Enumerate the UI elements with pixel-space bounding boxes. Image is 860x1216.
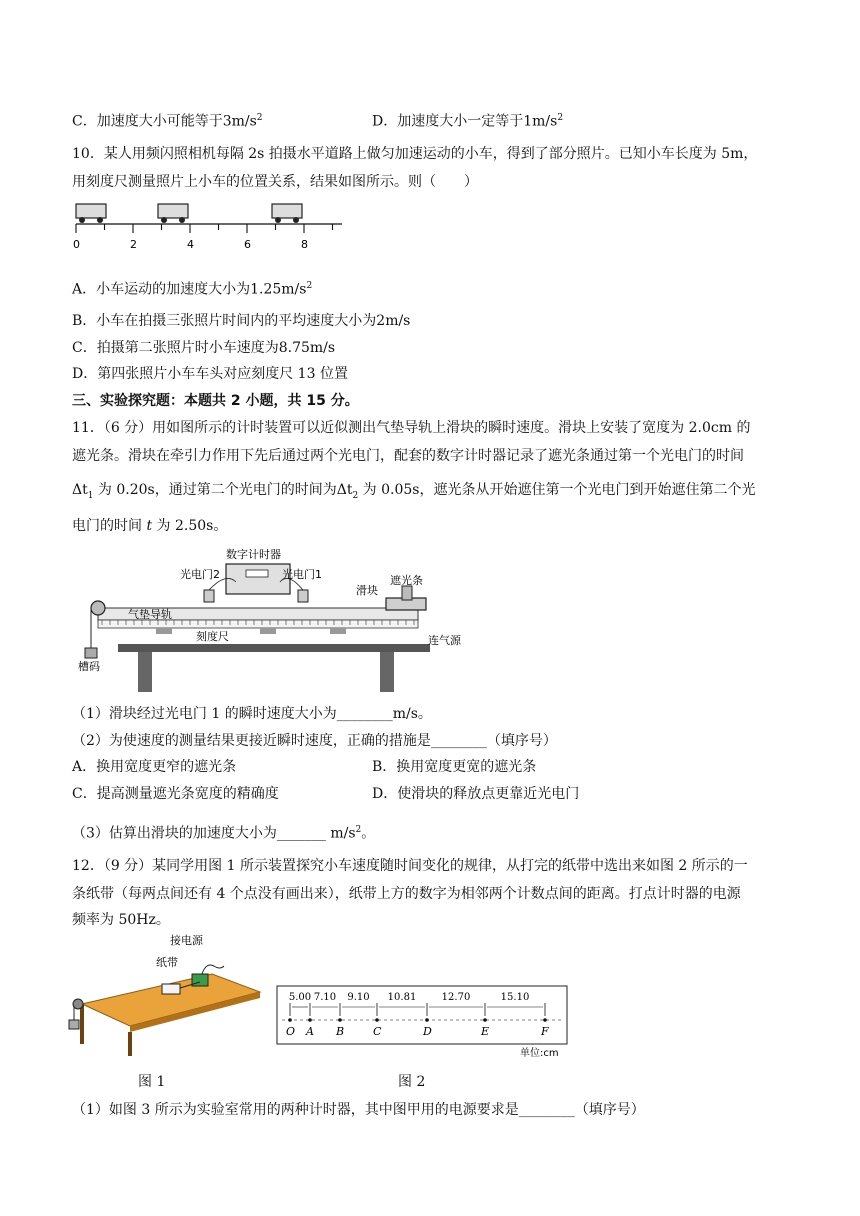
label-photogate-1: 光电门1 xyxy=(282,568,322,581)
q11-part2: （2）为使速度的测量结果更接近瞬时速度，正确的措施是________（填序号） xyxy=(72,733,557,749)
q12-stem-line1: 12．（9 分）某同学用图 1 所示装置探究小车速度随时间变化的规律，从打完的纸带中选出来如图 2 所示的一 xyxy=(72,858,748,874)
q12-figure-2-caption: 图 2 xyxy=(398,1074,426,1090)
q11-stem-line2: 遮光条。滑块在牵引力作用下先后通过两个光电门，配套的数字计时器记录了遮光条通过第一个光电门的时间 xyxy=(72,448,744,464)
q11-part3-text: （3）估算出滑块的加速度大小为_______ m/s xyxy=(72,825,356,842)
tape-point-label: O xyxy=(286,1025,296,1038)
rail-support-3 xyxy=(330,628,346,634)
ruler-label-8: 8 xyxy=(301,238,308,251)
q11-part1: （1）滑块经过光电门 1 的瞬时速度大小为________m/s。 xyxy=(72,706,432,722)
table-top xyxy=(118,644,430,652)
q10-option-a-sup: 2 xyxy=(306,281,313,291)
label-slider: 滑块 xyxy=(356,584,378,597)
ruler-label-0: 0 xyxy=(73,238,80,251)
label-air-source: 连气源 xyxy=(428,634,461,647)
tape-point xyxy=(375,1018,379,1022)
q10-stem-line1: 10．某人用频闪照相机每隔 2s 拍摄水平道路上做匀加速运动的小车，得到了部分照片。已知小车长度为 5m， xyxy=(72,146,758,162)
shade-strip xyxy=(402,586,412,600)
car-image-3 xyxy=(272,204,302,223)
tape-distance-label: 5.00 xyxy=(288,992,312,1003)
q11-dt1-symbol: Δt xyxy=(72,482,88,498)
pulley xyxy=(91,601,105,615)
q9-option-d-text: D．加速度大小一定等于1m/s xyxy=(372,113,558,130)
ruler-label-2: 2 xyxy=(130,238,137,251)
tape-point xyxy=(543,1018,547,1022)
q11-air-track-figure xyxy=(76,542,476,694)
q12-figure-2-tape xyxy=(276,985,576,1061)
q11-option-a: A．换用宽度更窄的遮光条 xyxy=(72,759,237,775)
q12-figure-1-apparatus xyxy=(66,934,266,1058)
q12-figure-1-caption: 图 1 xyxy=(138,1074,166,1090)
tape-point xyxy=(425,1018,429,1022)
tape-distance-label: 12.70 xyxy=(441,992,471,1003)
tape-point-label: D xyxy=(423,1025,432,1038)
q11-stem3-text2: 为 0.05s，遮光条从开始遮住第一个光电门到开始遮住第二个光 xyxy=(358,482,756,498)
tape-point-label: E xyxy=(481,1025,490,1038)
label-tape: 纸带 xyxy=(156,956,178,969)
q11-option-c: C．提高测量遮光条宽度的精确度 xyxy=(72,786,279,802)
hanging-weight xyxy=(85,648,97,658)
q11-part3-sup: 2 xyxy=(355,825,362,835)
q11-stem4-text1: 电门的时间 xyxy=(72,518,147,534)
q12-stem-line2: 条纸带（每两点间还有 4 个点没有画出来），纸带上方的数字为相邻两个计数点间的距离。打点计时器的电源 xyxy=(72,886,741,902)
digital-timer xyxy=(226,564,290,594)
tape-point-label: B xyxy=(336,1025,345,1038)
tape-distance-label: 15.10 xyxy=(500,992,530,1003)
timer-display xyxy=(246,570,268,577)
photogate-2 xyxy=(204,590,214,602)
q11-part3-end: 。 xyxy=(361,825,376,842)
q11-stem4-text2: 为 2.50s。 xyxy=(152,518,228,534)
q11-stem-line4 xyxy=(72,516,227,536)
rail-support-2 xyxy=(260,628,276,634)
tape-point xyxy=(338,1018,342,1022)
cart xyxy=(162,984,180,994)
q11-stem3-text1: 为 0.20s，通过第二个光电门的时间为 xyxy=(93,482,337,498)
q12-part1: （1）如图 3 所示为实验室常用的两种计时器，其中图甲用的电源要求是________（填序号） xyxy=(72,1102,645,1118)
rail-support-1 xyxy=(156,628,172,634)
label-power: 接电源 xyxy=(170,934,203,947)
ruler-ticks xyxy=(76,224,333,233)
tape-distance-label: 7.10 xyxy=(313,992,337,1003)
section-3-heading: 三、实验探究题：本题共 2 小题，共 15 分。 xyxy=(72,393,359,409)
label-shade-strip: 遮光条 xyxy=(390,574,423,587)
ruler-label-6: 6 xyxy=(244,238,251,251)
q10-ruler-figure xyxy=(70,200,360,260)
q10-option-b: B．小车在拍摄三张照片时间内的平均速度大小为2m/s xyxy=(72,313,411,329)
label-digital-timer: 数字计时器 xyxy=(226,548,281,561)
tape-unit-label: 单位:cm xyxy=(520,1048,559,1059)
q11-option-b: B．换用宽度更宽的遮光条 xyxy=(372,759,537,775)
q11-stem-line3 xyxy=(72,480,756,506)
car-image-1 xyxy=(76,204,106,223)
q11-option-d: D．使滑块的释放点更靠近光电门 xyxy=(372,786,580,802)
label-air-rail: 气垫导轨 xyxy=(128,608,172,621)
q12-stem-line3: 频率为 50Hz。 xyxy=(72,912,170,928)
tape-distance-label: 9.10 xyxy=(347,992,370,1003)
ruler-label-4: 4 xyxy=(187,238,194,251)
q9-option-d-sup: 2 xyxy=(557,113,564,123)
power-cord xyxy=(202,965,224,974)
tape-point-label: F xyxy=(541,1025,549,1038)
q11-dt2-sub: 2 xyxy=(352,490,359,501)
tape-point-label: C xyxy=(373,1025,382,1038)
q10-option-a xyxy=(72,276,312,300)
q9-option-d xyxy=(372,108,563,132)
table-leg-right xyxy=(380,652,394,692)
photogate-1 xyxy=(298,590,308,602)
car-image-2 xyxy=(158,204,188,223)
q11-part3 xyxy=(72,820,375,844)
label-weight: 槽码 xyxy=(78,660,100,673)
label-scale: 刻度尺 xyxy=(196,630,229,643)
q10-option-d: D．第四张照片小车车头对应刻度尺 13 位置 xyxy=(72,366,348,382)
scale-strip xyxy=(98,620,418,628)
q10-option-c: C．拍摄第二张照片时小车速度为8.75m/s xyxy=(72,340,336,356)
label-photogate-2: 光电门2 xyxy=(180,568,220,581)
q11-dt1-sub: 1 xyxy=(87,490,94,501)
tape-point-label: A xyxy=(306,1025,314,1038)
q10-option-a-text: A．小车运动的加速度大小为1.25m/s xyxy=(72,281,307,298)
table-leg-left xyxy=(138,652,152,692)
q9-option-c-text: C．加速度大小可能等于3m/s xyxy=(72,113,257,130)
q10-stem-line2: 用刻度尺测量照片上小车的位置关系，结果如图所示。则（ ） xyxy=(72,174,478,190)
tape-point xyxy=(288,1018,292,1022)
q9-option-c-sup: 2 xyxy=(256,113,263,123)
q11-dt2-symbol: Δt xyxy=(336,482,353,498)
q11-stem-line1: 11．（6 分）用如图所示的计时装置可以近似测出气垫导轨上滑块的瞬时速度。滑块上安装了宽度为 2.0cm 的 xyxy=(72,420,751,436)
hanging-weight xyxy=(69,1020,79,1029)
tape-distance-label: 10.81 xyxy=(387,992,417,1003)
tape-point xyxy=(483,1018,487,1022)
q9-option-c xyxy=(72,108,263,132)
q11-time-symbol: t xyxy=(146,518,153,534)
tape-point xyxy=(308,1018,312,1022)
